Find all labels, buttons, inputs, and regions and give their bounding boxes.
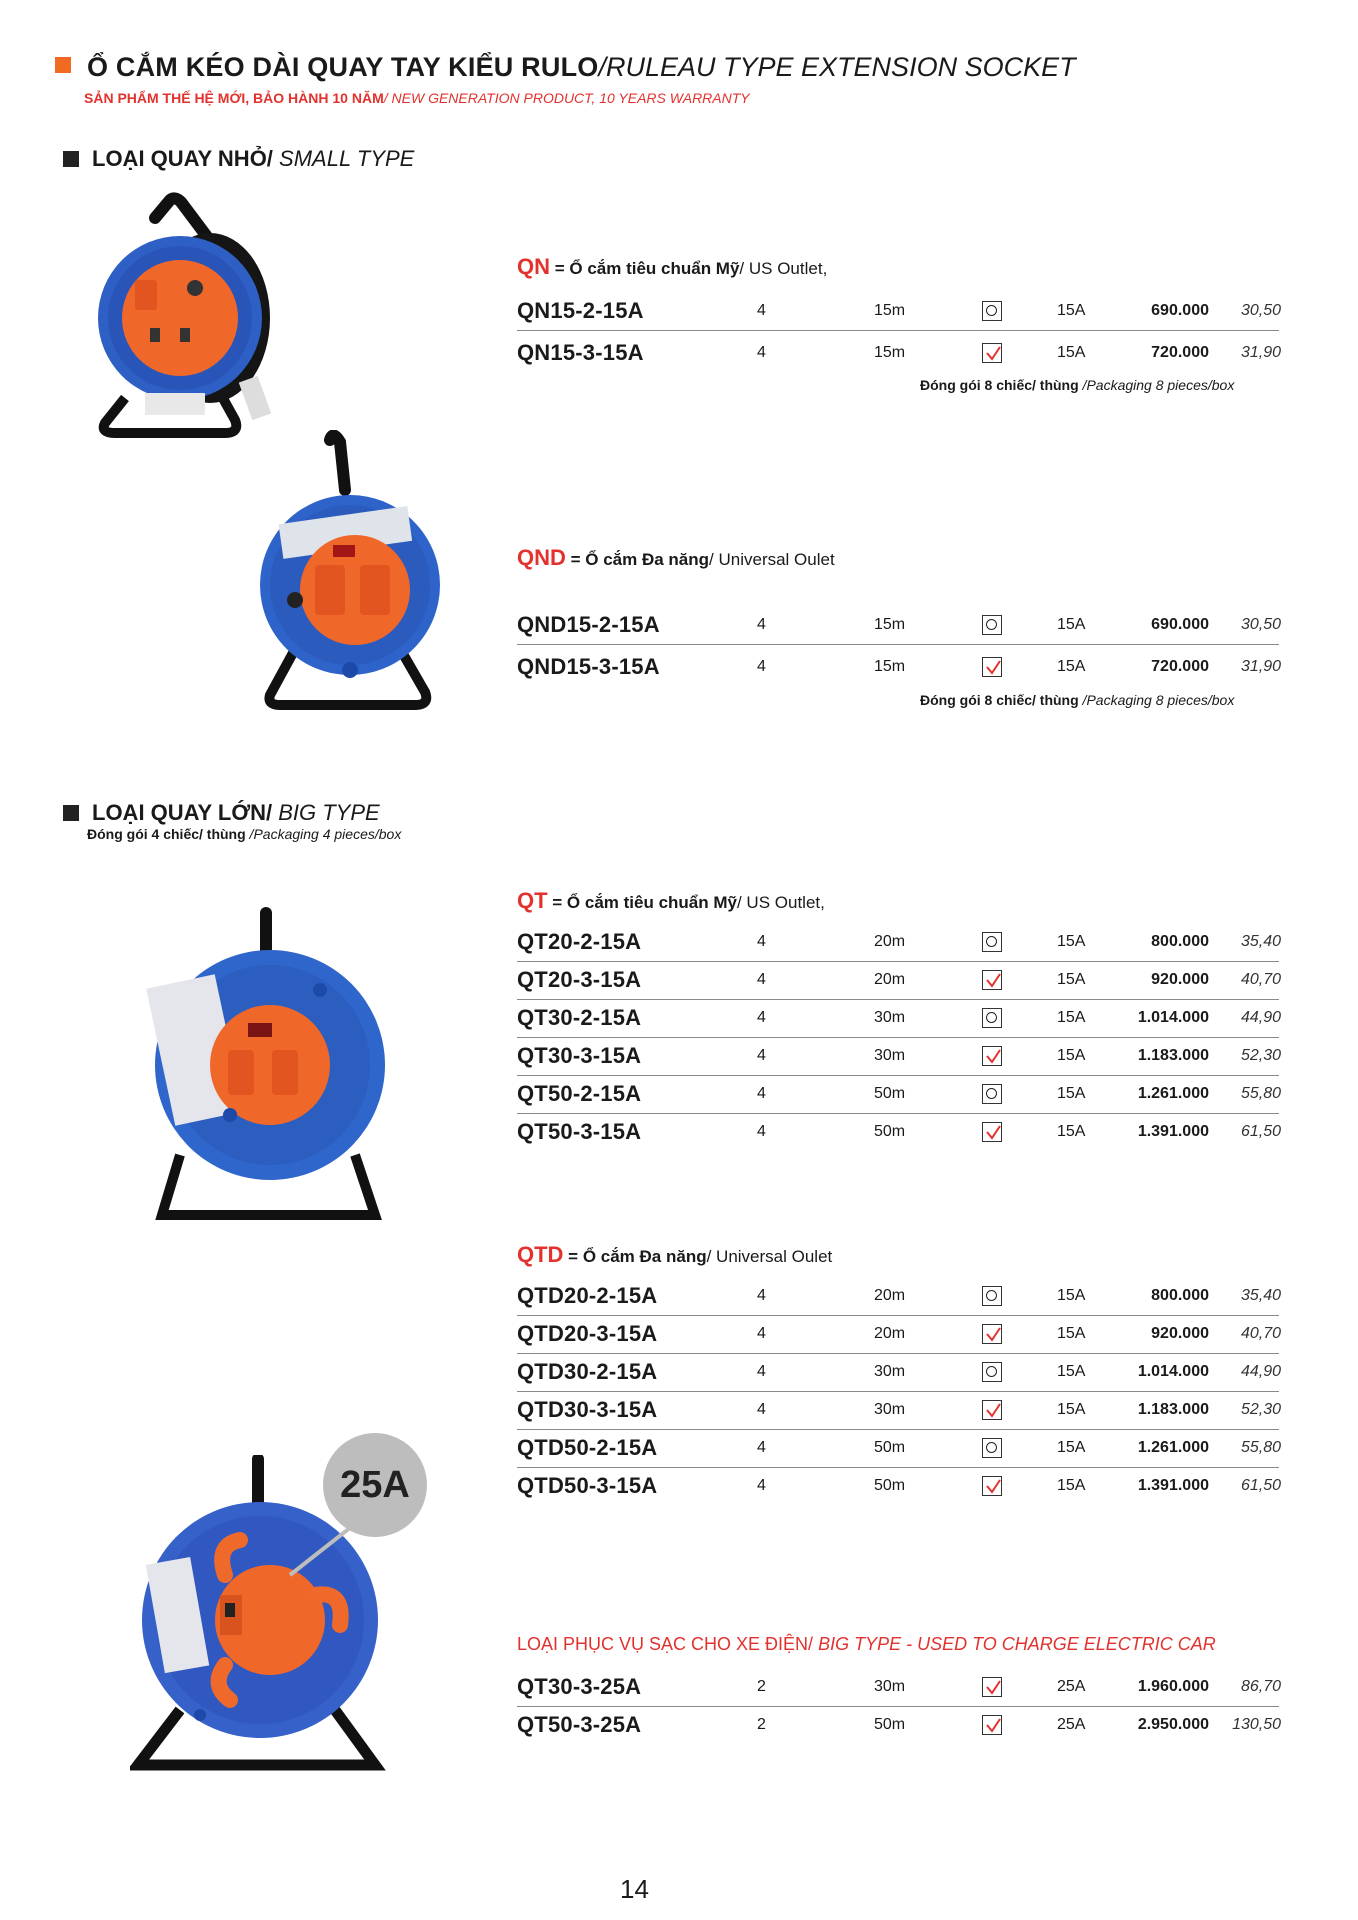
product-model: QT20-2-15A	[517, 929, 642, 954]
product-qty: 4	[757, 1325, 766, 1342]
product-qty: 4	[757, 1123, 766, 1140]
socket-type-box	[982, 1084, 1002, 1104]
product-length: 30m	[874, 1363, 906, 1380]
product-length: 15m	[874, 616, 906, 633]
product-row	[517, 1075, 1279, 1114]
product-amp: 15A	[1057, 971, 1086, 988]
socket-type-box	[982, 1122, 1002, 1142]
product-model: QT20-3-15A	[517, 967, 642, 992]
product-amp: 15A	[1057, 933, 1086, 950]
product-price: 690.000	[1151, 616, 1209, 633]
socket-type-box	[982, 1008, 1002, 1028]
product-price: 920.000	[1151, 1325, 1209, 1342]
circle-icon	[986, 619, 997, 630]
product-usd: 52,30	[1240, 1047, 1281, 1064]
product-price: 690.000	[1151, 302, 1209, 319]
product-amp: 25A	[1057, 1678, 1086, 1695]
product-qty: 4	[757, 616, 766, 633]
product-amp: 15A	[1057, 658, 1086, 675]
group-heading-qt: QT = Ổ cắm tiêu chuẩn Mỹ/ US Outlet,	[517, 888, 825, 913]
product-price: 1.261.000	[1137, 1439, 1209, 1456]
product-amp: 15A	[1057, 1439, 1086, 1456]
checkmark-icon	[983, 1401, 1003, 1421]
product-usd: 40,70	[1240, 1325, 1281, 1342]
socket-type-box	[982, 657, 1002, 677]
product-model: QT30-3-25A	[517, 1674, 642, 1699]
circle-icon	[986, 1442, 997, 1453]
group-heading-qn: QN = Ổ cắm tiêu chuẩn Mỹ/ US Outlet,	[517, 254, 828, 279]
product-length: 15m	[874, 344, 906, 361]
product-price: 720.000	[1151, 344, 1209, 361]
socket-type-box	[982, 343, 1002, 363]
product-row	[517, 1277, 1279, 1316]
section-bullet	[63, 805, 79, 821]
product-usd: 31,90	[1240, 344, 1281, 361]
product-row	[517, 1706, 1279, 1744]
socket-type-box	[982, 932, 1002, 952]
product-usd: 55,80	[1240, 1439, 1281, 1456]
product-usd: 55,80	[1240, 1085, 1281, 1102]
product-length: 20m	[874, 971, 906, 988]
group-heading-qtd: QTD = Ổ cắm Đa năng/ Universal Oulet	[517, 1242, 833, 1267]
product-usd: 130,50	[1232, 1716, 1281, 1733]
section-title-small: LOẠI QUAY NHỎ/ SMALL TYPE	[92, 146, 415, 171]
circle-icon	[986, 1366, 997, 1377]
product-price: 1.014.000	[1137, 1363, 1209, 1380]
socket-type-box	[982, 970, 1002, 990]
product-usd: 52,30	[1240, 1401, 1281, 1418]
product-row	[517, 961, 1279, 1000]
product-length: 30m	[874, 1401, 906, 1418]
product-amp: 15A	[1057, 1085, 1086, 1102]
product-row	[517, 1353, 1279, 1392]
product-amp: 15A	[1057, 1123, 1086, 1140]
product-qty: 4	[757, 1287, 766, 1304]
product-price: 1.960.000	[1137, 1678, 1209, 1695]
product-price: 920.000	[1151, 971, 1209, 988]
product-usd: 30,50	[1240, 616, 1281, 633]
product-qty: 4	[757, 302, 766, 319]
product-model: QTD30-3-15A	[517, 1397, 658, 1422]
product-length: 20m	[874, 933, 906, 950]
product-usd: 35,40	[1240, 1287, 1281, 1304]
page-number: 14	[620, 1874, 649, 1904]
checkmark-icon	[983, 1123, 1003, 1143]
page-title: Ổ CẮM KÉO DÀI QUAY TAY KIỂU RULO/RULEAU TYPE EXTENSION SOCKET	[87, 52, 1076, 82]
product-model: QND15-3-15A	[517, 654, 660, 679]
product-price: 800.000	[1151, 933, 1209, 950]
product-qty: 2	[757, 1678, 766, 1695]
product-row	[517, 1467, 1279, 1505]
circle-icon	[986, 305, 997, 316]
product-model: QTD20-2-15A	[517, 1283, 658, 1308]
socket-type-box	[982, 1362, 1002, 1382]
product-length: 50m	[874, 1716, 906, 1733]
socket-type-box	[982, 1476, 1002, 1496]
circle-icon	[986, 1290, 997, 1301]
product-usd: 30,50	[1240, 302, 1281, 319]
product-model: QN15-2-15A	[517, 298, 644, 323]
socket-type-box	[982, 1715, 1002, 1735]
circle-icon	[986, 1088, 997, 1099]
product-model: QT30-2-15A	[517, 1005, 642, 1030]
product-row	[517, 1391, 1279, 1430]
product-row	[517, 292, 1279, 331]
product-price: 2.950.000	[1137, 1716, 1209, 1733]
product-model: QTD50-3-15A	[517, 1473, 658, 1498]
product-amp: 25A	[1057, 1716, 1086, 1733]
product-qty: 4	[757, 658, 766, 675]
checkmark-icon	[983, 971, 1003, 991]
title-bullet	[55, 57, 71, 73]
product-model: QT30-3-15A	[517, 1043, 642, 1068]
product-length: 50m	[874, 1123, 906, 1140]
product-row	[517, 1668, 1279, 1707]
checkmark-icon	[983, 658, 1003, 678]
product-qty: 4	[757, 1085, 766, 1102]
product-row	[517, 334, 1279, 372]
product-model: QT50-2-15A	[517, 1081, 642, 1106]
group-heading-qnd: QND = Ổ cắm Đa năng/ Universal Oulet	[517, 545, 835, 570]
checkmark-icon	[983, 1047, 1003, 1067]
product-model: QND15-2-15A	[517, 612, 660, 637]
product-amp: 15A	[1057, 302, 1086, 319]
packaging-note-big: Đóng gói 4 chiếc/ thùng /Packaging 4 pieces/box	[87, 826, 402, 842]
socket-type-box	[982, 1400, 1002, 1420]
amperage-badge: 25A	[323, 1433, 427, 1537]
packaging-note-qn: Đóng gói 8 chiếc/ thùng /Packaging 8 pieces/box	[920, 377, 1235, 393]
product-price: 1.183.000	[1137, 1401, 1209, 1418]
product-qty: 2	[757, 1716, 766, 1733]
product-qty: 4	[757, 1363, 766, 1380]
product-qty: 4	[757, 1401, 766, 1418]
product-usd: 61,50	[1240, 1477, 1281, 1494]
product-amp: 15A	[1057, 616, 1086, 633]
product-length: 30m	[874, 1047, 906, 1064]
product-usd: 61,50	[1240, 1123, 1281, 1140]
circle-icon	[986, 1012, 997, 1023]
product-amp: 15A	[1057, 1047, 1086, 1064]
product-length: 50m	[874, 1085, 906, 1102]
checkmark-icon	[983, 1678, 1003, 1698]
packaging-note-qnd: Đóng gói 8 chiếc/ thùng /Packaging 8 pieces/box	[920, 692, 1235, 708]
product-length: 50m	[874, 1477, 906, 1494]
page-subtitle: SẢN PHẨM THẾ HỆ MỚI, BẢO HÀNH 10 NĂM/ NEW GENERATION PRODUCT, 10 YEARS WARRANTY	[84, 90, 750, 106]
product-price: 1.183.000	[1137, 1047, 1209, 1064]
product-length: 15m	[874, 658, 906, 675]
product-model: QT50-3-25A	[517, 1712, 642, 1737]
product-amp: 15A	[1057, 1363, 1086, 1380]
ev-section-title: LOẠI PHỤC VỤ SẠC CHO XE ĐIỆN/ BIG TYPE - USED TO CHARGE ELECTRIC CAR	[517, 1634, 1216, 1654]
checkmark-icon	[983, 344, 1003, 364]
product-price: 720.000	[1151, 658, 1209, 675]
product-usd: 44,90	[1240, 1363, 1281, 1380]
product-qty: 4	[757, 1477, 766, 1494]
product-model: QTD20-3-15A	[517, 1321, 658, 1346]
product-length: 15m	[874, 302, 906, 319]
product-usd: 40,70	[1240, 971, 1281, 988]
product-row	[517, 1113, 1279, 1151]
product-qty: 4	[757, 344, 766, 361]
socket-type-box	[982, 1677, 1002, 1697]
product-model: QT50-3-15A	[517, 1119, 642, 1144]
product-price: 1.391.000	[1137, 1123, 1209, 1140]
product-usd: 86,70	[1240, 1678, 1281, 1695]
product-price: 1.014.000	[1137, 1009, 1209, 1026]
socket-type-box	[982, 1286, 1002, 1306]
product-amp: 15A	[1057, 344, 1086, 361]
socket-type-box	[982, 1438, 1002, 1458]
product-model: QTD50-2-15A	[517, 1435, 658, 1460]
product-length: 20m	[874, 1325, 906, 1342]
product-amp: 15A	[1057, 1325, 1086, 1342]
product-model: QN15-3-15A	[517, 340, 644, 365]
product-amp: 15A	[1057, 1477, 1086, 1494]
product-row	[517, 999, 1279, 1038]
product-amp: 15A	[1057, 1401, 1086, 1418]
product-row	[517, 923, 1279, 962]
checkmark-icon	[983, 1477, 1003, 1497]
product-length: 30m	[874, 1678, 906, 1695]
product-qty: 4	[757, 933, 766, 950]
product-model: QTD30-2-15A	[517, 1359, 658, 1384]
product-amp: 15A	[1057, 1009, 1086, 1026]
socket-type-box	[982, 615, 1002, 635]
product-usd: 31,90	[1240, 658, 1281, 675]
product-price: 800.000	[1151, 1287, 1209, 1304]
checkmark-icon	[983, 1325, 1003, 1345]
product-length: 30m	[874, 1009, 906, 1026]
socket-type-box	[982, 301, 1002, 321]
product-row	[517, 1315, 1279, 1354]
product-amp: 15A	[1057, 1287, 1086, 1304]
product-qty: 4	[757, 971, 766, 988]
product-qty: 4	[757, 1009, 766, 1026]
product-price: 1.261.000	[1137, 1085, 1209, 1102]
product-usd: 35,40	[1240, 933, 1281, 950]
product-row	[517, 1037, 1279, 1076]
product-row	[517, 1429, 1279, 1468]
product-qty: 4	[757, 1047, 766, 1064]
checkmark-icon	[983, 1716, 1003, 1736]
big-reel-image	[140, 905, 390, 1230]
product-length: 50m	[874, 1439, 906, 1456]
section-title-big: LOẠI QUAY LỚN/ BIG TYPE	[92, 800, 380, 825]
product-price: 1.391.000	[1137, 1477, 1209, 1494]
product-qty: 4	[757, 1439, 766, 1456]
product-length: 20m	[874, 1287, 906, 1304]
socket-type-box	[982, 1046, 1002, 1066]
circle-icon	[986, 936, 997, 947]
product-row	[517, 648, 1279, 686]
section-bullet	[63, 151, 79, 167]
product-row	[517, 606, 1279, 645]
socket-type-box	[982, 1324, 1002, 1344]
product-usd: 44,90	[1240, 1009, 1281, 1026]
small-reel-universal-outlet-image	[255, 430, 455, 715]
